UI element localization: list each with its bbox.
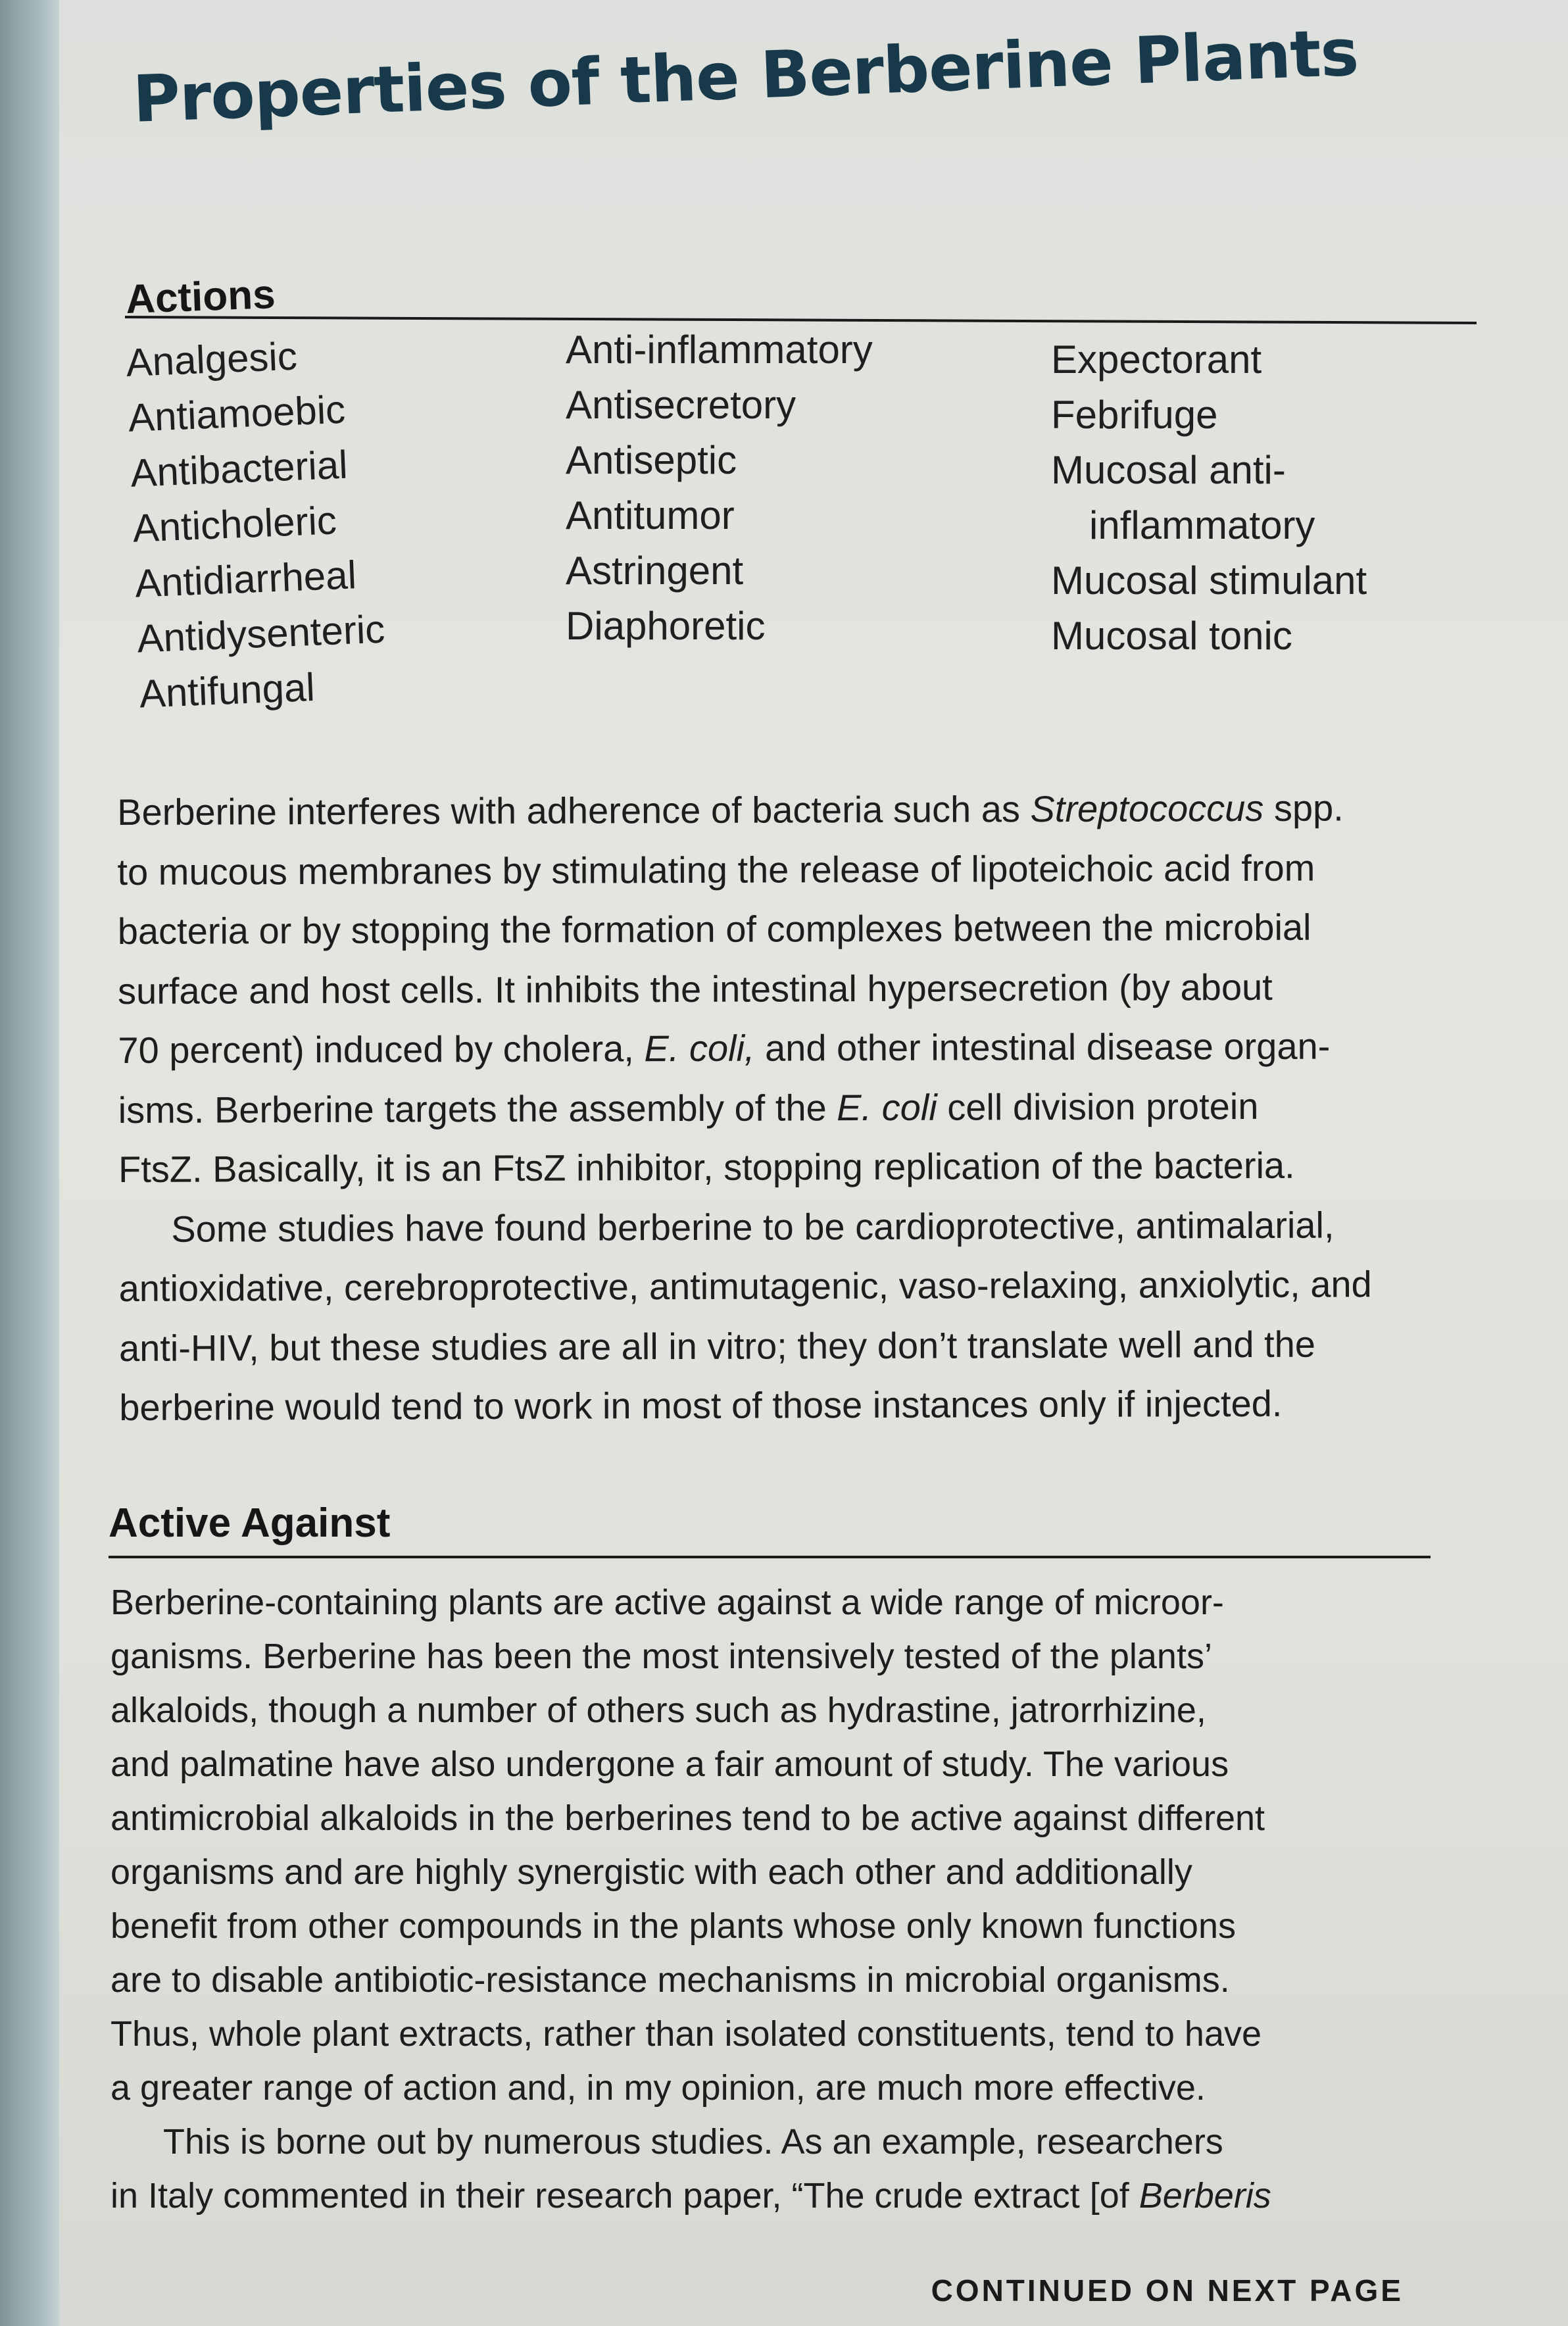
action-item: Antitumor	[566, 493, 735, 537]
action-item: Expectorant	[1051, 337, 1262, 382]
text-line: benefit from other compounds in the plants whose only known functions	[110, 1906, 1236, 1946]
active-against-paragraph	[110, 1575, 1271, 2223]
text-line: This is borne out by numerous studies. As an example, researchers	[163, 2122, 1223, 2162]
italic-term: E. coli,	[644, 1027, 755, 1070]
action-item: Antifungal	[138, 664, 316, 716]
text-line: berberine would tend to work in most of those instances only if injected.	[119, 1382, 1283, 1428]
text-line: anti-HIV, but these studies are all in vitro; they don’t translate well and the	[118, 1323, 1316, 1369]
text-line: Berberine-containing plants are active against a wide range of microor-	[110, 1583, 1224, 1622]
body-paragraph	[117, 778, 1372, 1437]
text-line: and palmatine have also undergone a fair amount of study. The various	[110, 1744, 1229, 1784]
text-line: in Italy commented in their research paper, “The crude extract [of Berberis	[110, 2176, 1271, 2215]
actions-column-3	[1051, 332, 1367, 664]
text-line: are to disable antibiotic-resistance mechanisms in microbial organisms.	[110, 1960, 1230, 2000]
text-line: alkaloids, though a number of others such as hydrastine, jatrorrhizine,	[110, 1691, 1206, 1730]
action-item: Anticholeric	[132, 498, 338, 551]
actions-heading: Actions	[125, 272, 276, 322]
text-line: isms. Berberine targets the assembly of the E. coli cell division protein	[118, 1085, 1259, 1131]
action-item: Antidiarrheal	[134, 553, 358, 606]
text-line: Berberine interferes with adherence of bacteria such as Streptococcus spp.	[117, 787, 1344, 833]
italic-term: Streptococcus	[1030, 787, 1264, 830]
action-item: Mucosal tonic	[1051, 614, 1292, 658]
text-line: 70 percent) induced by cholera, E. coli, and other intestinal disease organ-	[118, 1025, 1331, 1071]
action-item: Antisecretory	[566, 383, 796, 427]
action-item: Diaphoretic	[566, 604, 766, 648]
text-line: Some studies have found berberine to be cardioprotective, antimalarial,	[171, 1204, 1335, 1250]
text-line: ganisms. Berberine has been the most intensively tested of the plants’	[110, 1637, 1212, 1676]
action-item: Antibacterial	[130, 442, 349, 495]
continued-footer: CONTINUED ON NEXT PAGE	[931, 2273, 1404, 2308]
page-title: Properties of the Berberine Plants	[132, 15, 1360, 137]
text-line: to mucous membranes by stimulating the release of lipoteichoic acid from	[117, 847, 1315, 893]
action-item: Mucosal stimulant	[1051, 558, 1367, 603]
text-line: FtsZ. Basically, it is an FtsZ inhibitor, stopping replication of the bacteria.	[118, 1144, 1295, 1190]
action-item: Anti-inflammatory	[566, 328, 873, 372]
action-item: Febrifuge	[1051, 393, 1218, 437]
action-item-continuation: inflammatory	[1089, 503, 1315, 547]
text-line: antioxidative, cerebroprotective, antimutagenic, vaso-relaxing, anxiolytic, and	[118, 1263, 1372, 1309]
action-item: Astringent	[566, 549, 744, 593]
actions-column-1	[125, 326, 388, 722]
page-content	[59, 0, 1568, 2326]
text-line: surface and host cells. It inhibits the intestinal hypersecretion (by about	[117, 966, 1273, 1012]
text-line: organisms and are highly synergistic with each other and additionally	[110, 1852, 1192, 1892]
italic-term: Berberis	[1139, 2176, 1271, 2215]
action-item: Analgesic	[125, 334, 298, 385]
text-line: antimicrobial alkaloids in the berberines tend to be active against different	[110, 1798, 1265, 1838]
italic-term: E. coli	[837, 1086, 937, 1128]
action-item: Antiseptic	[566, 438, 737, 482]
action-item: Mucosal anti-	[1051, 448, 1286, 492]
action-item: Antiamoebic	[127, 387, 347, 440]
actions-column-2	[566, 322, 873, 654]
text-line: bacteria or by stopping the formation of complexes between the microbial	[117, 906, 1311, 952]
active-against-heading: Active Against	[109, 1500, 391, 1546]
text-line: a greater range of action and, in my opinion, are much more effective.	[110, 2068, 1206, 2108]
text-line: Thus, whole plant extracts, rather than isolated constituents, tend to have	[110, 2014, 1262, 2054]
page-binding-edge	[0, 0, 59, 2326]
active-against-divider	[109, 1556, 1431, 1558]
action-item: Antidysenteric	[136, 606, 386, 661]
